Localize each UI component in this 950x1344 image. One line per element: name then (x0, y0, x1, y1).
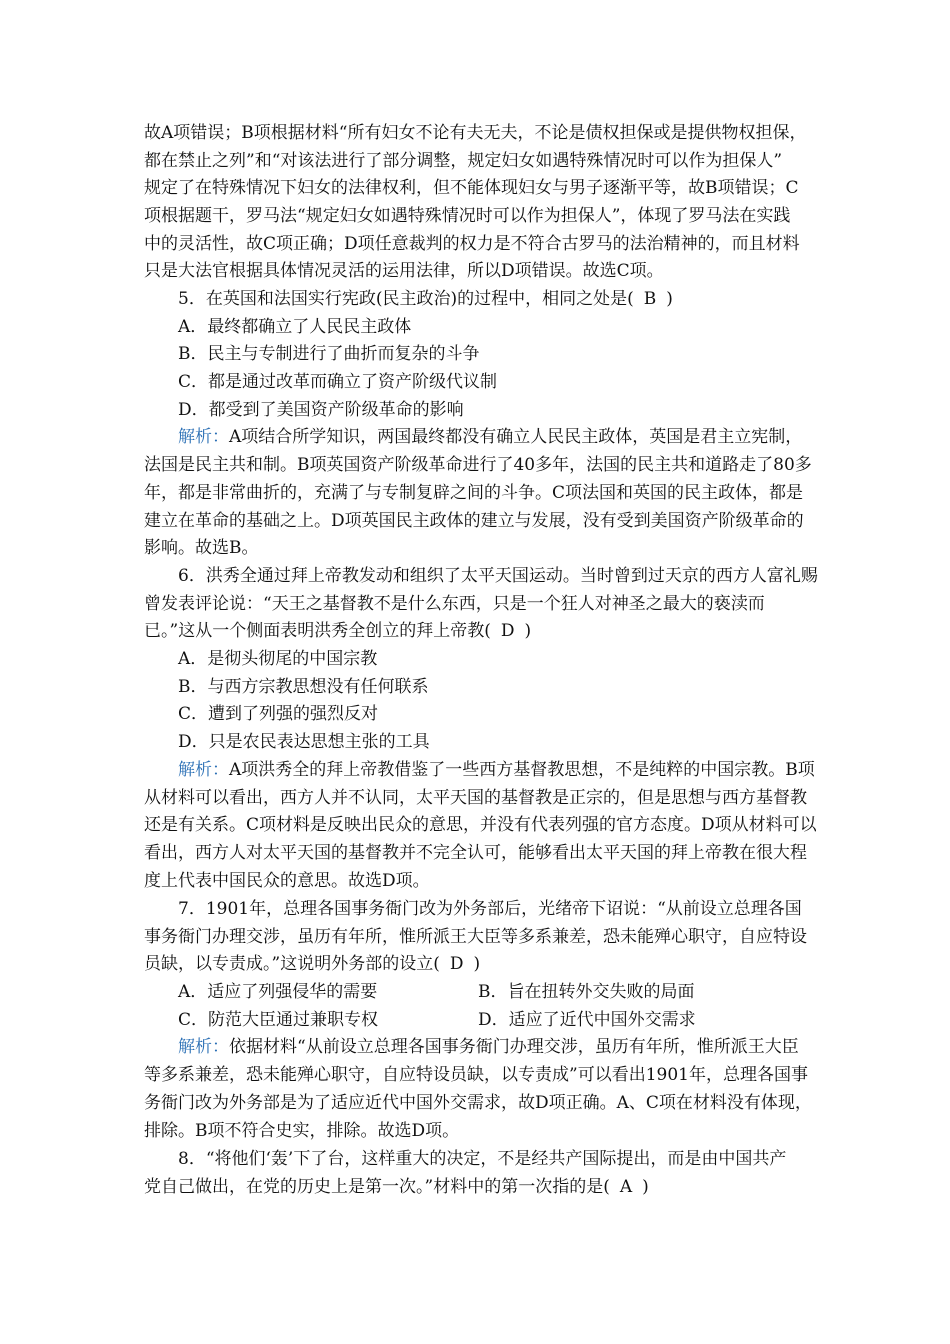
question-stem: 员缺，以专责成。”这说明外务部的设立( D ) (144, 951, 810, 979)
question-8 (144, 1146, 810, 1201)
option-c: C．防范大臣通过兼职专权 (178, 1009, 379, 1030)
question-stem: 事务衙门办理交涉，虽历有年所，惟所派王大臣等多系兼差，恐未能殚心职守，自应特设 (144, 926, 807, 947)
option-a: A．是彻头彻尾的中国宗教 (178, 649, 378, 670)
text-line: 规定了在特殊情况下妇女的法律权利，但不能体现妇女与男子逐渐平等，故B项错误；C (144, 178, 799, 199)
answer-choice: A (619, 1176, 633, 1197)
option-b: B．与西方宗教思想没有任何联系 (178, 676, 429, 697)
analysis-line: 度上代表中国民众的意思。故选D项。 (144, 870, 430, 891)
analysis-line: 法国是民主共和制。B项英国资产阶级革命进行了40多年，法国的民主共和道路走了80多 (144, 455, 812, 476)
analysis-line: 从材料可以看出，西方人并不认同，太平天国的基督教是正宗的，但是思想与西方基督教 (144, 787, 807, 808)
question-stem: 党自己做出，在党的历史上是第一次。”材料中的第一次指的是( A ) (144, 1174, 810, 1202)
analysis-line: 务衙门改为外务部是为了适应近代中国外交需求，故D项正确。A、C项在材料没有体现， (144, 1092, 812, 1113)
option-c: C．都是通过改革而确立了资产阶级代议制 (178, 372, 498, 393)
question-stem: 8．“将他们‘轰’下了台，这样重大的决定，不是经共产国际提出，而是由中国共产 (178, 1149, 787, 1169)
question-stem: 6．洪秀全通过拜上帝教发动和组织了太平天国运动。当时曾到过天京的西方人富礼赐 (178, 566, 818, 586)
answer-choice: B (643, 289, 657, 309)
analysis-line: 看出，西方人对太平天国的基督教并不完全认可，能够看出太平天国的拜上帝教在很大程 (144, 842, 807, 863)
option-a: A．适应了列强侵华的需要 (178, 982, 378, 1003)
option-b: B．民主与专制进行了曲折而复杂的斗争 (178, 344, 480, 365)
question-stem: 已。”这从一个侧面表明洪秀全创立的拜上帝教( D ) (144, 618, 810, 646)
analysis-line: 还是有关系。C项材料是反映出民众的意思，并没有代表列强的官方态度。D项从材料可以 (144, 815, 817, 836)
analysis-line: 建立在革命的基础之上。D项英国民主政体的建立与发展，没有受到美国资产阶级革命的 (144, 510, 804, 531)
intro-analysis (144, 120, 810, 286)
text-line: 只是大法官根据具体情况灵活的运用法律，所以D项错误。故选C项。 (144, 261, 664, 282)
options-row (144, 979, 810, 1007)
text-line: 故A项错误；B项根据材料“所有妇女不论有夫无夫，不论是债权担保或是提供物权担保， (144, 123, 807, 143)
option-b: B．旨在扭转外交失败的局面 (478, 982, 695, 1003)
question-stem: 5．在英国和法国实行宪政(民主政治)的过程中，相同之处是( B ) (144, 286, 810, 314)
option-a: A．最终都确立了人民民主政体 (178, 316, 412, 337)
question-6 (144, 563, 818, 895)
question-stem: 曾发表评论说：“天王之基督教不是什么东西，只是一个狂人对神圣之最大的亵渎而 (144, 593, 765, 614)
analysis-line: 解析：依据材料“从前设立总理各国事务衙门办理交涉，虽历有年所，惟所派王大臣 (178, 1037, 799, 1058)
question-5 (144, 286, 810, 563)
analysis-line: 排除。B项不符合史实，排除。故选D项。 (144, 1120, 460, 1141)
text-line: 中的灵活性，故C项正确；D项任意裁判的权力是不符合古罗马的法治精神的，而且材料 (144, 233, 800, 254)
option-d: D．都受到了美国资产阶级革命的影响 (178, 399, 464, 420)
analysis-label: 解析： (178, 759, 229, 780)
question-stem: 7．1901年，总理各国事务衙门改为外务部后，光绪帝下诏说：“从前设立总理各国 (178, 899, 802, 919)
text-line: 都在禁止之列”和“对该法进行了部分调整，规定妇女如遇特殊情况时可以作为担保人” (144, 150, 783, 171)
text-line: 项根据题干，罗马法“规定妇女如遇特殊情况时可以作为担保人”，体现了罗马法在实践 (144, 206, 791, 227)
analysis-line: 影响。故选B。 (144, 538, 259, 559)
analysis-label: 解析： (178, 427, 229, 448)
question-7 (144, 896, 810, 1145)
answer-choice: D (449, 954, 464, 975)
answer-choice: D (500, 621, 515, 642)
option-d: D．只是农民表达思想主张的工具 (178, 732, 430, 753)
analysis-line: 解析：A项洪秀全的拜上帝教借鉴了一些西方基督教思想，不是纯粹的中国宗教。B项 (178, 759, 815, 780)
options-row (144, 1007, 810, 1035)
analysis-label: 解析： (178, 1037, 229, 1058)
analysis-line: 等多系兼差，恐未能殚心职守，自应特设员缺，以专责成”可以看出1901年，总理各国事 (144, 1065, 808, 1086)
option-d: D．适应了近代中国外交需求 (478, 1009, 696, 1030)
analysis-line: 解析：A项结合所学知识，两国最终都没有确立人民民主政体，英国是君主立宪制， (178, 427, 803, 448)
analysis-line: 年，都是非常曲折的，充满了与专制复辟之间的斗争。C项法国和英国的民主政体，都是 (144, 482, 804, 503)
option-c: C．遭到了列强的强烈反对 (178, 704, 379, 725)
